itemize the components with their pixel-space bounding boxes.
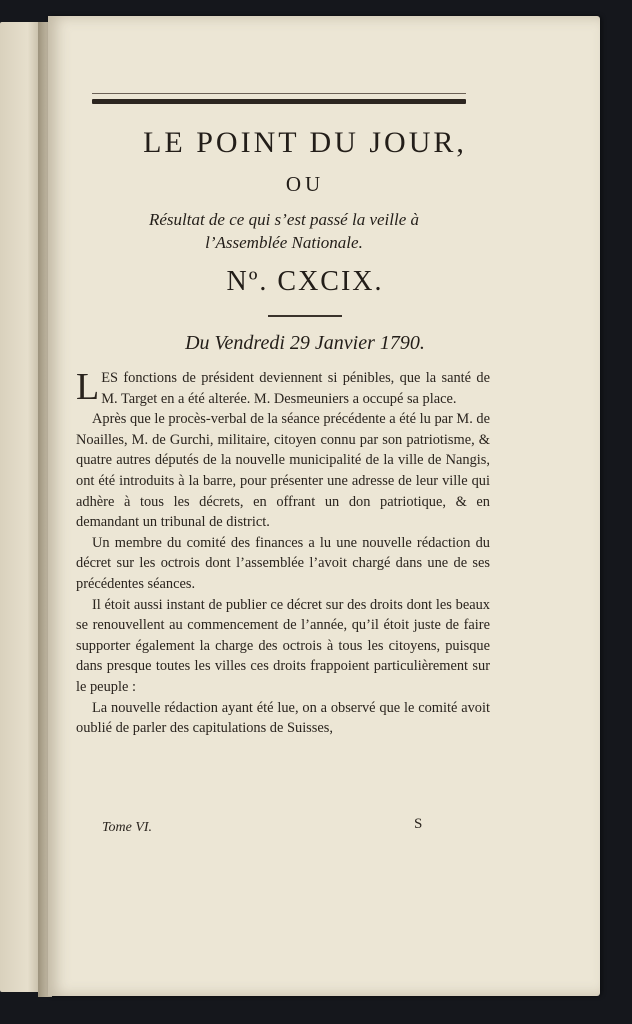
header-rule-thin <box>92 93 466 94</box>
drop-cap: L <box>76 366 100 408</box>
page-subtitle <box>74 208 494 254</box>
volume-label: Tome VI. <box>102 820 153 835</box>
paragraph-4: Il étoit aussi instant de publier ce décret sur des droits dont les beaux se renouvellent au commencement de l’année, qu’il étoit juste de faire supporter également la charge des octrois à tous les citoyens, puisque dans presque toutes les villes ces droits frappoient particulièrement sur le peuple : <box>76 596 490 695</box>
paragraph-1 <box>76 368 490 409</box>
issue-number: Nº. CXCIX. <box>226 266 384 297</box>
subtitle-line-2: l’Assemblée Nationale. <box>205 233 363 252</box>
paragraph-2: Après que le procès-verbal de la séance précédente a été lu par M. de Noailles, M. de Gurchi, militaire, citoyen connu par son patriotisme, & quatre autres députés de la nouvelle municipalité de la ville de Nangis, ont été introduits à la barre, pour présenter une adresse de leur ville qui adhère à tous les décrets, en offrant un don patriotique, & en demandant un tribunal de district. <box>76 411 490 531</box>
issue-date: Du Vendredi 29 Janvier 1790. <box>185 332 425 354</box>
signature-mark: S <box>414 816 423 832</box>
paragraph-3: Un membre du comité des finances a lu une nouvelle rédaction du décret sur les octrois dont l’assemblée l’avoit chargé dans une de ses précédentes séances. <box>76 534 490 592</box>
article-body <box>76 368 490 739</box>
date-divider <box>268 315 342 317</box>
page-title: LE POINT DU JOUR, <box>143 126 467 159</box>
paragraph-5: La nouvelle rédaction ayant été lue, on a observé que le comité avoit oublié de parler des capitulations de Suisses, <box>76 699 490 737</box>
subtitle-line-1: Résultat de ce qui s’est passé la veille à <box>148 210 420 229</box>
header-rule <box>92 99 466 104</box>
paragraph-1-text: ES fonctions de président deviennent si pénibles, que la santé de M. Target en a été alterée. M. Desmeuniers a occupé sa place. <box>101 370 490 407</box>
title-conjunction: OU <box>285 172 325 196</box>
